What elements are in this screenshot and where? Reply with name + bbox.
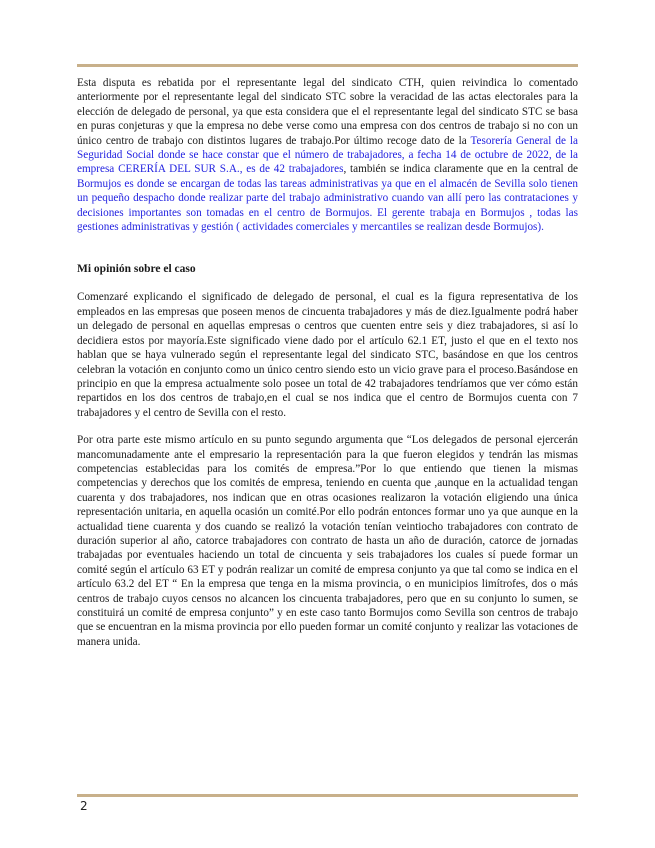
document-body — [77, 76, 578, 649]
page-number: 2 — [80, 799, 88, 813]
paragraph-1-text-b: , también se indica claramente que en la central de — [343, 163, 578, 176]
header-rule — [77, 64, 578, 67]
paragraph-1-highlight-b: Bormujos es donde se encargan de todas las tareas administrativas ya que en el almacén de Sevilla solo tienen un pequeño despacho donde realizar parte del trabajo administrativo cuando van allí pero las contrataciones y decisiones importantes son tomadas en el centro de Bormujos. El gerente trabaja en Bormujos , todas las gestiones administrativas y gestión ( actividades comerciales y mercantiles se realizan desde Bormujos). — [77, 177, 578, 234]
paragraph-1-text-a: Esta disputa es rebatida por el representante legal del sindicato CTH, quien reivindica lo comentado anteriormente por el representante legal del sindicato STC sobre la veracidad de las actas electorales para la elección de delegado de personal, ya que esta considera que el el representante legal del sindicato STC se basa en puras conjeturas y que la empresa no debe verse como una empresa con dos centros de trabajo si no con un único centro de trabajo con distintos lugares de trabajo.Por último recoge dato de la — [77, 77, 578, 147]
footer-rule — [77, 794, 578, 797]
paragraph-2: Comenzaré explicando el significado de delegado de personal, el cual es la figura representativa de los empleados en las empresas que poseen menos de cincuenta trabajadores y más de diez.Igualmente podrá haber un delegado de personal en aquellas empresas o centros que cuenten entre seis y diez trabajadores, si así lo decidiera estos por mayoría.Este significado viene dado por el artículo 62.1 ET, justo el que en el texto nos hablan que se haya vulnerado según el representante legal del sindicato STC, basándose en que los centros celebran la votación en conjunto como un único centro siendo esto un vicio grave para el proceso.Basándose en principio en que la empresa actualmente solo posee un total de 42 trabajadores tendríamos que ver cómo están repartidos en los dos centros de trabajo,en el cual se nos indica que el centro de Bormujos cuenta con 7 trabajadores y el centro de Sevilla con el resto. — [77, 291, 578, 419]
paragraph-1 — [77, 76, 578, 234]
paragraph-1-highlight-a: Tesorería General de la Seguridad Social donde se hace constar que el número de trabajadores, a fecha 14 de octubre de 2022, de la empresa CERERÍA DEL SUR S.A., es de 42 trabajadores — [77, 134, 578, 176]
section-heading: Mi opinión sobre el caso — [77, 263, 196, 276]
paragraph-3: Por otra parte este mismo artículo en su punto segundo argumenta que “Los delegados de personal ejercerán mancomunadamente ante el empresario la representación para la que fueron elegidos y tendrán las mismas competencias establecidas para los comités de empresa.”Por lo que entiendo que tienen la mismas competencias y derechos que los comités de empresa, teniendo en cuenta que ,aunque en la actualidad tengan cuarenta y dos trabajadores, nos indican que en otras ocasiones realizaron la votación eligiendo una única representación unitaria, en aquella ocasión un comité.Por ello podrán entonces formar uno ya que aunque en la actualidad tiene cuarenta y dos cuando se realizó la votación tenían veintiocho trabajadores con contrato de duración superior al año, catorce trabajadores con contrato de hasta un año de duración, catorce de jornadas trabajadas por eventuales haciendo un total de cincuenta y seis trabajadores los cuales sí puede formar un comité según el artículo 63 ET y podrán realizar un comité de empresa conjunto ya que tal como se indica en el artículo 63.2 del ET “ En la empresa que tenga en la misma provincia, o en municipios limítrofes, dos o más centros de trabajo cuyos censos no alcancen los cincuenta trabajadores, pero que en su conjunto lo sumen, se constituirá un comité de empresa conjunto” y en este caso tanto Bormujos como Sevilla son centros de trabajo que se encuentran en la misma provincia por ello pueden formar un comité conjunto y realizar las votaciones de manera unida. — [77, 434, 578, 648]
